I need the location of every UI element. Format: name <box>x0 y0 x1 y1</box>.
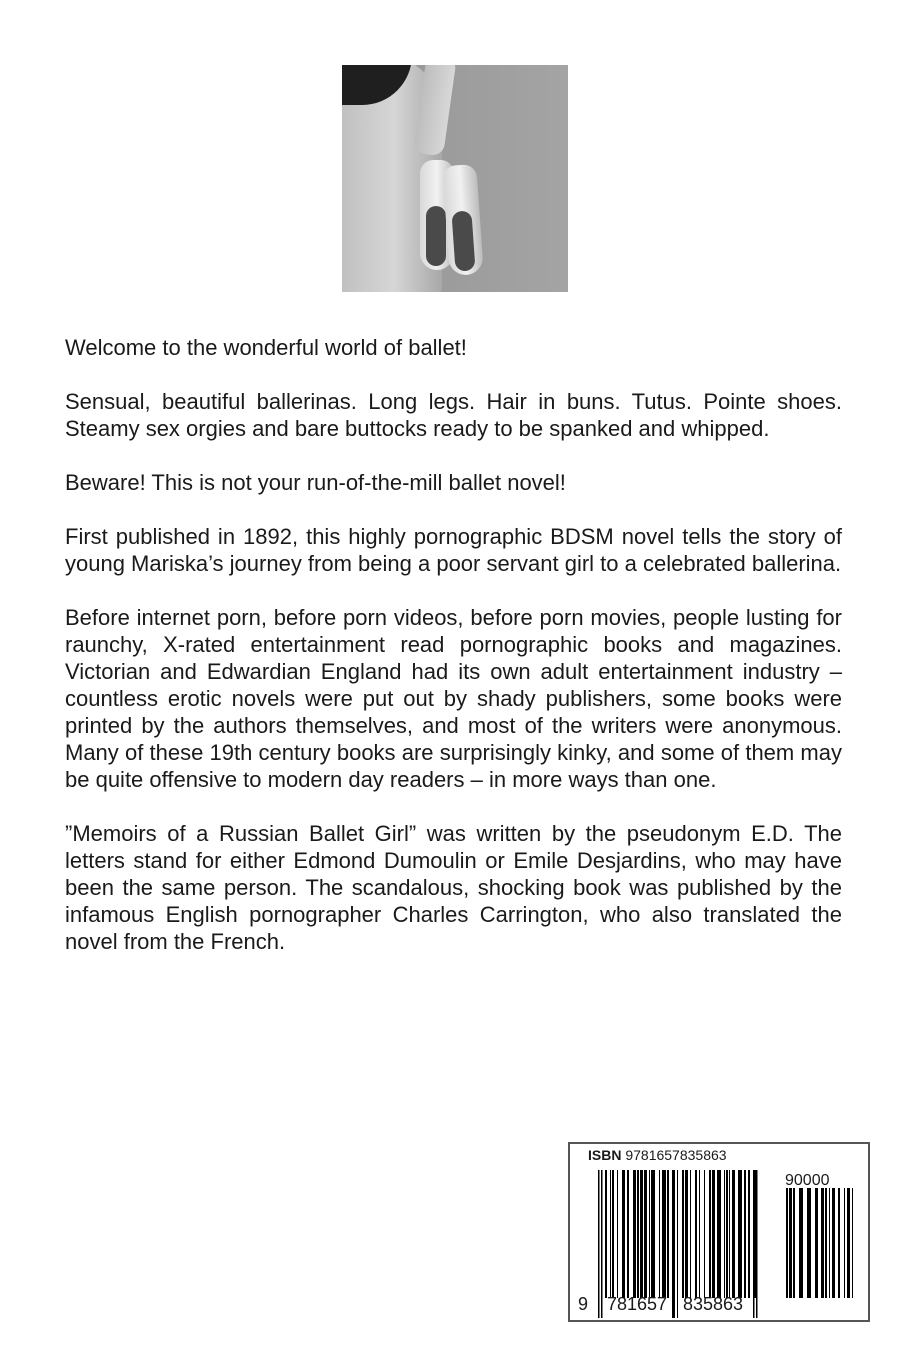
barcode-bar <box>844 1188 845 1298</box>
barcode-bar <box>821 1188 824 1298</box>
barcode-bar <box>852 1188 853 1298</box>
barcode-bar <box>677 1170 678 1318</box>
barcode-bar <box>793 1188 795 1298</box>
blurb-paragraph: Sensual, beautiful ballerinas. Long legs. Hair in buns. Tutus. Pointe shoes. Steamy sex orgies and bare buttocks ready to be spanked and whipped. <box>65 389 842 441</box>
barcode-bar <box>738 1170 742 1298</box>
barcode-bar <box>667 1170 669 1298</box>
barcode-bar <box>748 1170 750 1298</box>
barcode-bar <box>786 1188 788 1298</box>
isbn-barcode <box>568 1142 870 1322</box>
blurb-paragraph: ”Memoirs of a Russian Ballet Girl” was written by the pseudonym E.D. The letters stand for either Edmond Dumoulin or Emile Desjardins, who may have been the same person. The scandalous, shocking book was published by the infamous English pornographer Charles Carrington, who also translated the novel from the French. <box>65 821 842 954</box>
addon-price: 90000 <box>785 1172 830 1189</box>
barcode-bar <box>815 1188 818 1298</box>
barcode-bar <box>617 1170 618 1298</box>
barcode-bar <box>662 1170 666 1298</box>
barcode-bar <box>637 1170 639 1298</box>
blurb-paragraph: First published in 1892, this highly pornographic BDSM novel tells the story of young Mariska’s journey from being a poor servant girl to a celebrated ballerina. <box>65 524 842 576</box>
barcode-bar <box>622 1170 625 1298</box>
barcode-bar <box>729 1170 730 1298</box>
barcode-bar <box>799 1188 803 1298</box>
barcode-bar <box>695 1170 697 1298</box>
barcode-bar <box>726 1170 728 1298</box>
pointe-shoe-right <box>442 164 484 276</box>
barcode-bar <box>672 1170 675 1318</box>
blurb-paragraph: Welcome to the wonderful world of ballet! <box>65 335 467 360</box>
blurb-paragraph: Before internet porn, before porn videos, before porn movies, people lusting for raunchy, X-rated entertainment read pornographic books and magazines. Victorian and Edwardian England had its own adult entertainment industry – countless erotic novels were put out by shady publishers, some books were printed by the authors themselves, and most of the writers were anonymous. Many of these 19th century books are surprisingly kinky, and some of them may be quite offensive to modern day readers – in more ways than one. <box>65 605 842 792</box>
barcode-bar <box>825 1188 827 1298</box>
barcode-bar <box>605 1170 607 1298</box>
cover-photo <box>342 65 568 292</box>
barcode-bar <box>699 1170 700 1298</box>
barcode-bar <box>744 1170 746 1298</box>
isbn-text <box>588 1147 727 1163</box>
isbn-number: 9781657835863 <box>625 1147 727 1163</box>
blurb <box>65 334 842 982</box>
barcode-bar <box>651 1170 655 1298</box>
barcode-bar <box>612 1170 614 1298</box>
barcode-bar <box>627 1170 629 1298</box>
isbn-label: ISBN <box>588 1147 622 1163</box>
blurb-paragraph: Beware! This is not your run-of-the-mill ballet novel! <box>65 470 566 495</box>
barcode-bar <box>704 1170 705 1298</box>
barcode-digit-first: 9 <box>578 1294 589 1314</box>
barcode-bar <box>649 1170 650 1298</box>
barcode-bar <box>633 1170 636 1298</box>
barcode-bar <box>712 1170 715 1298</box>
barcode-bar <box>644 1170 647 1298</box>
barcode-bar <box>832 1188 835 1298</box>
barcode-bar <box>838 1188 840 1298</box>
barcode-bar <box>756 1170 758 1318</box>
barcode-digits-right: 835863 <box>683 1294 744 1314</box>
barcode-bar <box>717 1170 721 1298</box>
barcode-bar <box>682 1170 684 1298</box>
barcode-bar <box>724 1170 725 1298</box>
barcode-bar <box>829 1188 830 1298</box>
barcode-bar <box>753 1170 755 1318</box>
barcode-bar <box>732 1170 735 1298</box>
barcode-bar <box>610 1170 611 1298</box>
barcode-bar <box>847 1188 850 1298</box>
barcode-bar <box>601 1170 603 1318</box>
barcode-bar <box>598 1170 600 1318</box>
barcode-bar <box>690 1170 691 1298</box>
barcode-bar <box>659 1170 660 1298</box>
barcode-digits-left: 781657 <box>607 1294 668 1314</box>
barcode-bar <box>709 1170 711 1298</box>
barcode-bar <box>685 1170 688 1298</box>
barcode-bar <box>807 1188 811 1298</box>
barcode-bar <box>789 1188 792 1298</box>
barcode-bar <box>640 1170 643 1298</box>
